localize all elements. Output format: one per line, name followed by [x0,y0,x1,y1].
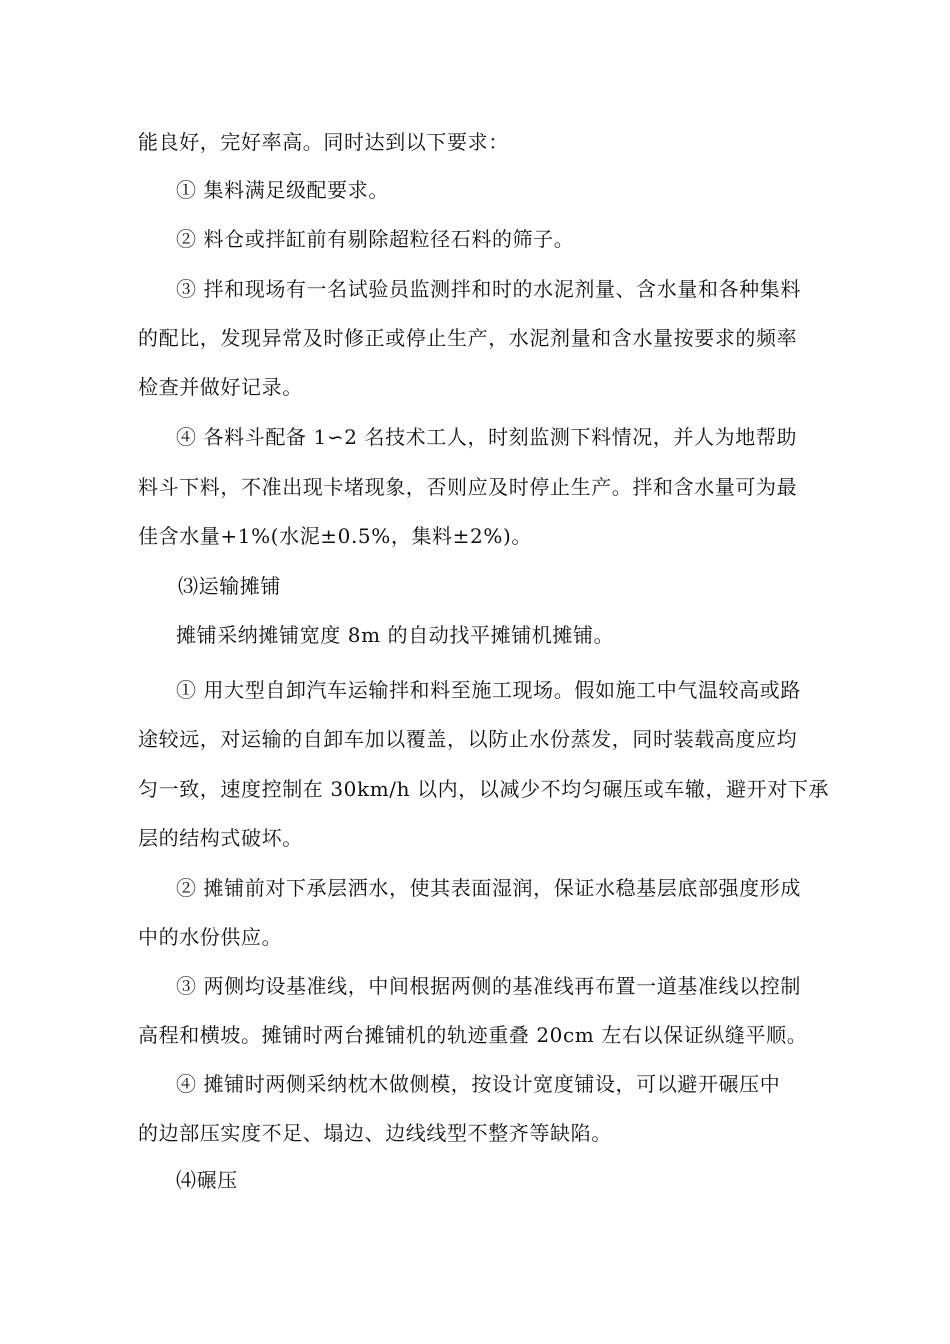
paragraph-line: 摊铺采纳摊铺宽度 8m 的自动找平摊铺机摊铺。 [176,623,615,647]
list-item-4: ④ 摊铺时两侧采纳枕木做侧模，按设计宽度铺设，可以避开碾压中 [176,1072,781,1096]
list-item-3: ③ 两侧均设基准线，中间根据两侧的基准线再布置一道基准线以控制 [176,974,801,998]
list-item-2: ② 料仓或拌缸前有剔除超粒径石料的筛子。 [176,227,575,251]
list-item-2: ② 摊铺前对下承层洒水，使其表面湿润，保证水稳基层底部强度形成 [176,876,801,900]
paragraph-line: 料斗下料，不准出现卡堵现象，否则应及时停止生产。拌和含水量可为最 [138,475,798,499]
paragraph-line: 层的结构式破坏。 [138,826,303,850]
paragraph-line: 的边部压实度不足、塌边、边线线型不整齐等缺陷。 [138,1121,612,1145]
paragraph-line: 途较远，对运输的自卸车加以覆盖，以防止水份蒸发，同时装载高度应均 [138,727,798,751]
list-item-1: ① 集料满足级配要求。 [176,178,389,202]
section-heading-transport: ⑶运输摊铺 [178,574,281,598]
list-item-3: ③ 拌和现场有一名试验员监测拌和时的水泥剂量、含水量和各种集料 [176,277,801,301]
list-item-1: ① 用大型自卸汽车运输拌和料至施工现场。假如施工中气温较高或路 [176,678,801,702]
paragraph-line: 的配比，发现异常及时修正或停止生产，水泥剂量和含水量按要求的频率 [138,326,798,350]
paragraph-line: 高程和横坡。摊铺时两台摊铺机的轨迹重叠 20cm 左右以保证纵缝平顺。 [138,1023,808,1047]
paragraph-line: 匀一致，速度控制在 30km/h 以内，以减少不均匀碾压或车辙，避开对下承 [138,777,830,801]
paragraph-line: 中的水份供应。 [138,925,283,949]
paragraph-line: 能良好，完好率高。同时达到以下要求： [138,130,509,154]
paragraph-line: 佳含水量+1%(水泥±0.5%，集料±2%)。 [138,524,532,548]
section-heading-compaction: ⑷碾压 [176,1168,238,1192]
list-item-4: ④ 各料斗配备 1∽2 名技术工人，时刻监测下料情况，并人为地帮助 [176,425,798,449]
paragraph-line: 检查并做好记录。 [138,375,303,399]
